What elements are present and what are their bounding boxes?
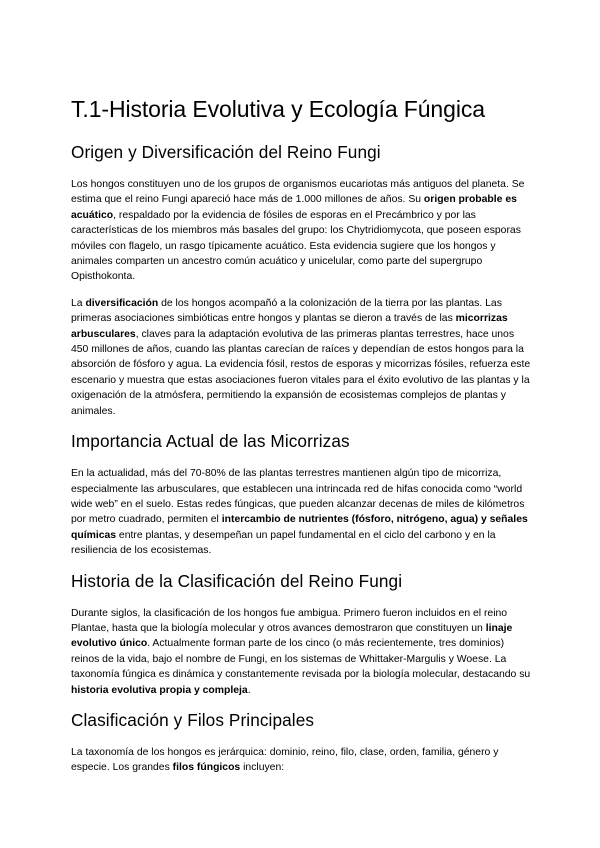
document-title: T.1-Historia Evolutiva y Ecología Fúngica [71, 96, 485, 122]
bold-text-run: intercambio de nutrientes (fósforo, nitrógeno, agua) y señales químicas [71, 514, 528, 541]
paragraph [71, 606, 531, 698]
bold-text-run: historia evolutiva propia y compleja [71, 684, 248, 696]
text-run: . Actualmente forman parte de los cinco (o más recientemente, tres dominios) reinos de la vida, bajo el nombre de Fungi, en los sistemas de Whittaker-Margulis y Woese. La taxonomía fúngica es dinámica y constantemente revisada por la biología molecular, destacando su [71, 638, 531, 681]
section-heading: Importancia Actual de las Micorrizas [71, 431, 350, 452]
text-run: Los hongos constituyen uno de los grupos de organismos eucariotas más antiguos del planeta. Se estima que el reino Fungi apareció hace más de 1.000 millones de años. Su [71, 179, 525, 206]
section-origen [71, 141, 531, 419]
text-run: , claves para la adaptación evolutiva de las primeras plantas terrestres, hace unos 450 millones de años, cuando las plantas carecían de raíces y dependían de estos hongos para la absorción de fósforo y agua. La evidencia fósil, restos de esporas y micorrizas fósiles, refuerza este escenario y muestra que estas asociaciones fueron vitales para el éxito evolutivo de las plantas y la oxigenación de la atmósfera, permitiendo la expansión de ecosistemas complejos de plantas y animales. [71, 328, 531, 417]
text-run: Durante siglos, la clasificación de los hongos fue ambigua. Primero fueron incluidos en el reino Plantae, hasta que la biología molecular y otros avances demostraron que constituyen un [71, 607, 508, 634]
paragraph [71, 745, 531, 776]
section-micorrizas [71, 430, 531, 558]
text-run: La [71, 297, 86, 309]
text-run: . [247, 684, 251, 696]
document-page [71, 94, 531, 787]
text-run: de los hongos acompañó a la colonización de la tierra por las plantas. Las primeras asociaciones simbióticas entre hongos y plantas se dieron a través de las [71, 297, 502, 325]
section-heading: Historia de la Clasificación del Reino Fungi [71, 570, 403, 591]
text-run: , respaldado por la evidencia de fósiles de esporas en el Precámbrico y por las características de los miembros más basales del grupo: los Chytridiomycota, que poseen esporas móviles con flagelo, un rasgo típicamente acuático. Esta evidencia sugiere que los hongos y animales comparten un ancestro común acuático y unicelular, como parte del supergrupo Opisthokonta. [71, 209, 521, 283]
bold-text-run: origen probable es acuático [71, 194, 517, 221]
text-run: La taxonomía de los hongos es jerárquica: dominio, reino, filo, clase, orden, familia, género y especie. Los grandes [71, 746, 499, 774]
text-run: incluyen: [240, 762, 285, 774]
text-run: En la actualidad, más del 70-80% de las plantas terrestres mantienen algún tipo de micorriza, especialmente las arbusculares, que establecen una intrincada red de hifas conocida como “world wide web” en el suelo. Estas redes fúngicas, que pueden alcanzar decenas de miles de kilómetros por metro cuadrado, permiten el [71, 468, 525, 526]
bold-text-run: diversificación [85, 297, 159, 309]
section-filos [71, 709, 531, 776]
section-heading: Clasificación y Filos Principales [71, 709, 315, 730]
paragraph [71, 296, 531, 419]
bold-text-run: linaje evolutivo único [71, 622, 513, 650]
paragraph [71, 177, 531, 285]
bold-text-run: filos fúngicos [172, 762, 241, 774]
section-heading: Origen y Diversificación del Reino Fungi [71, 142, 381, 162]
bold-text-run: micorrizas arbusculares [71, 313, 508, 340]
paragraph [71, 466, 531, 558]
section-historia-clasificacion [71, 570, 531, 698]
text-run: entre plantas, y desempeñan un papel fundamental en el ciclo del carbono y en la resiliencia de los ecosistemas. [71, 529, 496, 557]
